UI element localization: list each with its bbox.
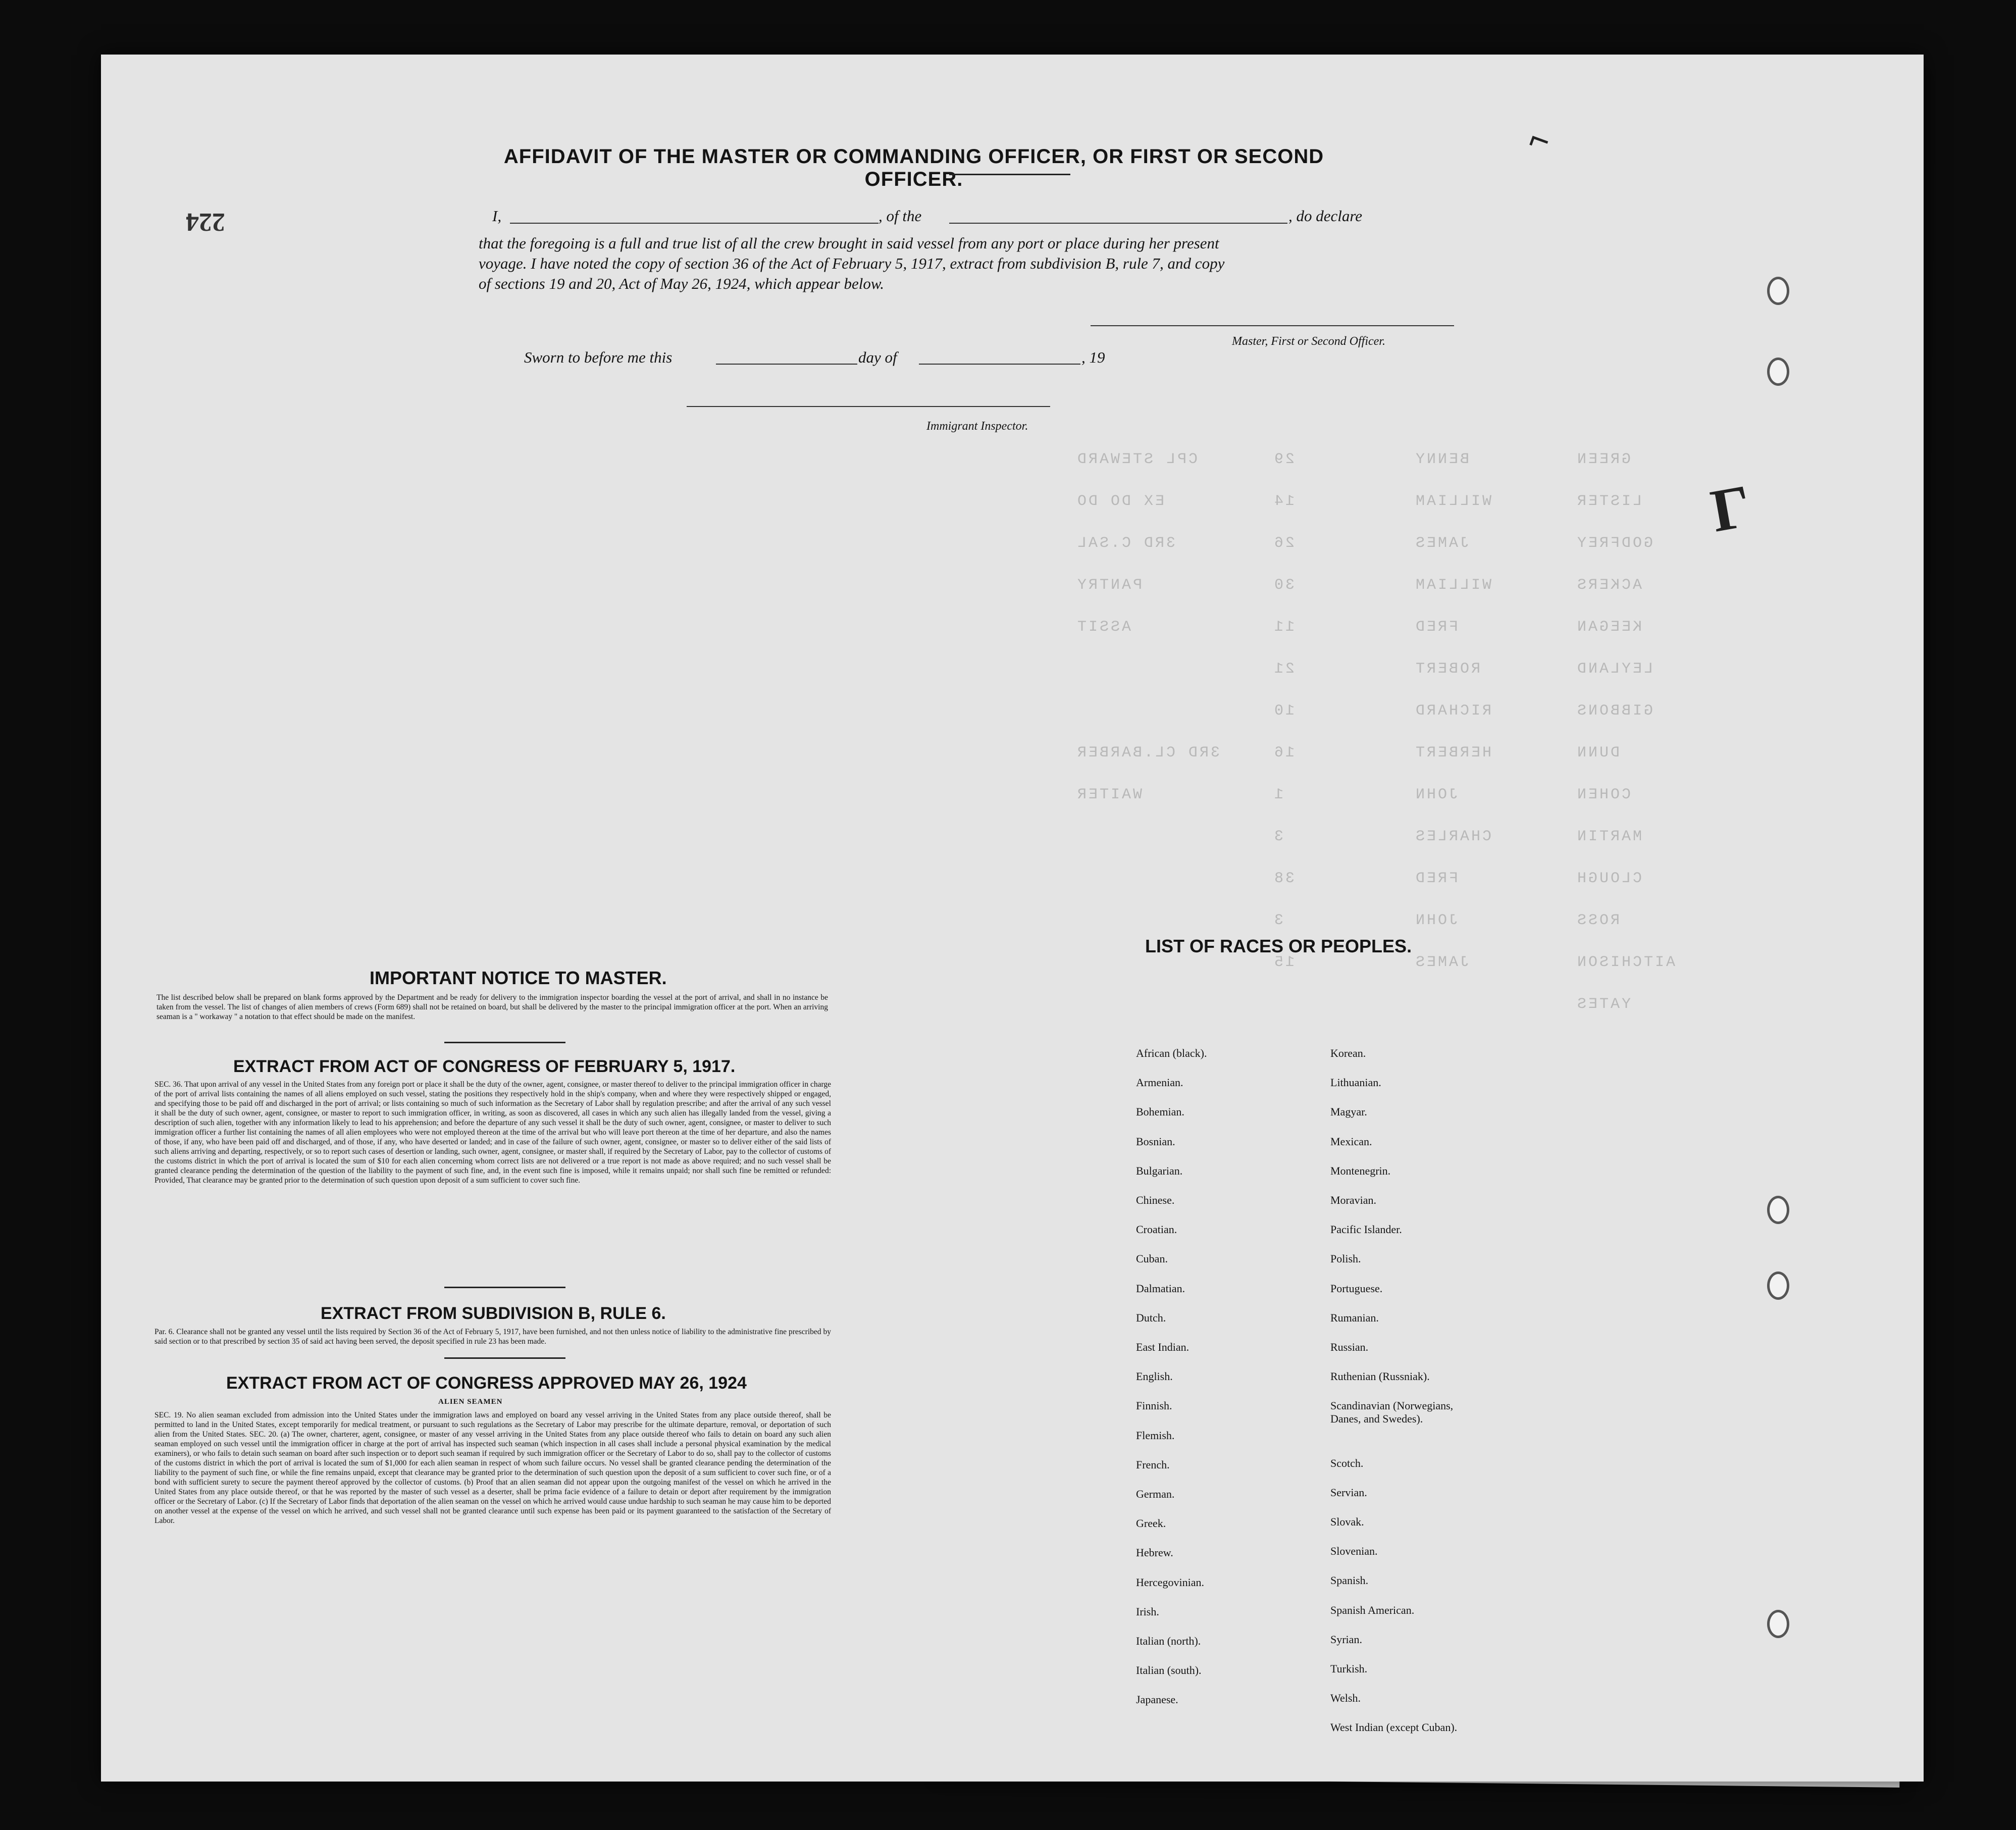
race-item-right: Ruthenian (Russniak). <box>1330 1370 1430 1383</box>
punch-hole <box>48 1207 66 1231</box>
race-item-right: West Indian (except Cuban). <box>1330 1721 1458 1734</box>
bleed-cell-first: WILLIAM <box>1414 493 1492 510</box>
bleed-cell-name: GODFREY <box>1575 535 1653 552</box>
bleed-cell-status: 3RD C.SAL <box>1075 535 1176 552</box>
sworn-before-label: Sworn to before me this <box>524 348 673 366</box>
affidavit-i-label: I, <box>492 207 502 225</box>
affidavit-of-the-label: , of the <box>878 207 922 225</box>
name-field-line[interactable] <box>510 223 878 224</box>
affidavit-title: AFFIDAVIT OF THE MASTER OR COMMANDING OFFICER, OR FIRST OR SECOND OFFICER. <box>503 145 1324 190</box>
master-signature-label: Master, First or Second Officer. <box>1232 335 1385 348</box>
race-item-right: Turkish. <box>1330 1662 1368 1675</box>
bleed-row <box>101 660 1924 686</box>
bleed-row <box>101 912 1924 937</box>
binder-ring-hole <box>1767 1196 1789 1224</box>
race-item-left: Flemish. <box>1136 1429 1175 1442</box>
extract-1924-body: SEC. 19. No alien seaman excluded from admission into the United States under the immigration laws and employed on board any vessel arriving in the United States from any place outside thereof, shall be permitted to land in the United States, except temporarily for medical treatment, or pursuant to such regulations as the Secretary of Labor may prescribe for the ultimate departure, removal, or deportation of such alien from the United States. SEC. 20. (a) The owner, charterer, agent, consignee, or master of any vessel arriving in the United States from any place outside thereof who fails to detain on board any such alien seaman employed on such vessel until the immigration officer in charge at the port of arrival has inspected such seaman (which inspection in all cases shall include a personal physical examination by the medical examiners), or who fails to detain such seaman on board after such inspection or to deport such seaman if required by such immigration officer or the Secretary of Labor to do so, shall pay to the collector of customs of the customs district in which the port of arrival is located the sum of $1,000 for each alien seaman in respect of whom such failure occurs. No vessel shall be granted clearance pending the determination of the liability to the payment of such fine, or while the fine remains unpaid, except that clearance may be granted prior to the determination of such question upon the deposit of a sum sufficient to cover such fine, or of a bond with sufficient surety to secure the payment thereof approved by the collector of customs. (b) Proof that an alien seaman did not appear upon the outgoing manifest of the vessel on which he arrived in the United States from any place outside thereof, or that he was reported by the master of such vessel as a deserter, shall be prima facie evidence of a failure to detain or deport after requirement by the immigration officer or the Secretary of Labor. (c) If the Secretary of Labor finds that deportation of the alien seaman on the vessel on which he arrived would cause undue hardship to such seaman he may cause him to be deported on another vessel at the expense of the vessel on which he arrived, and such vessel shall not be granted clearance until such expense has been paid or its payment guaranteed to the satisfaction of the Secretary of Labor. <box>154 1411 831 1525</box>
bleed-cell-age: 16 <box>1272 744 1295 761</box>
sworn-month-line[interactable] <box>919 364 1080 365</box>
race-item-right: Slovenian. <box>1330 1545 1378 1558</box>
race-item-left: Dutch. <box>1136 1311 1166 1324</box>
race-item-left: Dalmatian. <box>1136 1282 1185 1295</box>
race-item-left: Bohemian. <box>1136 1105 1184 1119</box>
race-item-left: Finnish. <box>1136 1399 1172 1412</box>
punch-hole <box>48 228 66 252</box>
extract-1924-title: EXTRACT FROM ACT OF CONGRESS APPROVED MAY 26, 1924 <box>226 1374 747 1393</box>
extract-rule6-body: Par. 6. Clearance shall not be granted any vessel until the lists required by Section 36 of the Act of February 5, 1917, have been furnished, and not then unless notice of liability to the administrative fine prescribed by said section or to that prescribed by section 35 of said act having been served, the deposit specified in rule 23 has been made. <box>154 1328 831 1346</box>
bleed-cell-age: 15 <box>1272 954 1295 971</box>
race-item-right: Mexican. <box>1330 1135 1372 1148</box>
bleed-cell-age: 26 <box>1272 535 1295 552</box>
extract-1924-subtitle: ALIEN SEAMEN <box>438 1398 503 1406</box>
race-item-left: Bulgarian. <box>1136 1164 1183 1177</box>
race-item-right: Scotch. <box>1330 1456 1364 1469</box>
race-item-left: Greek. <box>1136 1517 1166 1530</box>
punch-hole <box>48 566 66 590</box>
bleed-row <box>101 744 1924 770</box>
bleed-cell-name: LEYLAND <box>1575 660 1653 678</box>
sworn-day-line[interactable] <box>716 364 857 365</box>
bleed-cell-age: 21 <box>1272 660 1295 678</box>
bleed-cell-status: PANTRY <box>1075 577 1143 594</box>
extract-1917-title: EXTRACT FROM ACT OF CONGRESS OF FEBRUARY 5, 1917. <box>233 1057 736 1076</box>
bleed-cell-age: 29 <box>1272 451 1295 468</box>
bleed-cell-name: LISTER <box>1575 493 1642 510</box>
bleed-cell-status: WAITER <box>1075 786 1143 803</box>
bleed-cell-status: 3RD CL.BARBER <box>1075 744 1220 761</box>
bleed-cell-first: FRED <box>1414 870 1459 887</box>
race-item-right: Montenegrin. <box>1330 1164 1391 1177</box>
race-item-right: Russian. <box>1330 1341 1369 1353</box>
bleed-cell-first: CHARLES <box>1414 828 1492 845</box>
notice-title: IMPORTANT NOTICE TO MASTER. <box>370 968 667 988</box>
bleed-row <box>101 828 1924 853</box>
bleed-cell-age: 3 <box>1272 912 1284 929</box>
race-item-left: Hebrew. <box>1136 1546 1173 1559</box>
bleed-row <box>101 870 1924 895</box>
inspector-signature-line[interactable] <box>687 406 1050 407</box>
binder-ring-hole <box>1767 277 1789 305</box>
race-item-right: Rumanian. <box>1330 1311 1379 1324</box>
race-item-left: Cuban. <box>1136 1252 1168 1265</box>
extract-1917-body: SEC. 36. That upon arrival of any vessel in the United States from any foreign port or place it shall be the duty of the owner, agent, consignee, or master thereof to deliver to the principal immigration officer in charge of the port of arrival lists containing the names of all aliens employed on such vessel, stating the positions they respectively hold in the ship's company, when and where they were respectively shipped or engaged, and specifying those to be paid off and discharged in the port of arrival; or lists containing so much of such information as the Secretary of Labor shall by regulation prescribe; and after the arrival of any such vessel it shall be the duty of such owner, agent, consignee, or master to report to such immigration officer, in writing, as soon as discovered, all cases in which any such alien has illegally landed from the vessel, giving a description of such alien, together with any information likely to lead to his apprehension; and before the departure of any such vessel it shall be the duty of such owner, agent, consignee, or master to deliver to such immigration officer a further list containing the names of all alien employees who were not employed thereon at the time of the arrival but who will leave port thereon at the time of her departure, and also the names of those, if any, who have been paid off and discharged, and of those, if any, who have deserted or landed; and in case of the failure of such owner, agent, consignee, or master so to deliver either of the said lists of such aliens arriving and departing, respectively, or so to report such cases of desertion or landing, such owner, agent, consignee, or master shall, if required by the Secretary of Labor, pay to the collector of customs of the customs district in which the port of arrival is located the sum of $10 for each alien concerning whom correct lists are not delivered or a true report is not made as above required; and no such vessel shall be granted clearance pending the determination of the question of the liability to the payment of such fine, and, in the event such fine is imposed, while it remains unpaid; nor shall such fine be remitted or refunded: Provided, That clearance may be granted prior to the determination of such question upon deposit of a sum sufficient to cover such fine. <box>154 1080 831 1185</box>
races-title: LIST OF RACES OR PEOPLES. <box>1145 936 1412 956</box>
bleed-cell-age: 30 <box>1272 577 1295 594</box>
race-item-left: Italian (south). <box>1136 1664 1202 1677</box>
bleed-cell-name: MARTIN <box>1575 828 1642 845</box>
extract-rule6-title: EXTRACT FROM SUBDIVISION B, RULE 6. <box>321 1304 666 1323</box>
bleed-cell-age: 3 <box>1272 828 1284 845</box>
race-item-left: African (black). <box>1136 1047 1207 1059</box>
race-item-left: French. <box>1136 1458 1170 1471</box>
bleed-cell-status: EX DO DO <box>1075 493 1165 510</box>
handwritten-mark: ⌐ <box>1524 118 1557 162</box>
bleed-row <box>101 619 1924 644</box>
bleed-cell-first: FRED <box>1414 619 1459 636</box>
bleed-cell-first: JAMES <box>1414 535 1470 552</box>
race-item-left: Armenian. <box>1136 1076 1183 1089</box>
race-item-right: Magyar. <box>1330 1105 1367 1119</box>
section-divider <box>444 1042 565 1043</box>
bleed-row <box>101 493 1924 518</box>
bleed-cell-name: CLOUGH <box>1575 870 1642 887</box>
section-divider <box>444 1357 565 1359</box>
bleed-cell-first: RICHARD <box>1414 702 1492 720</box>
affidavit-declare-label: , do declare <box>1288 207 1363 225</box>
bleed-cell-age: 14 <box>1272 493 1295 510</box>
race-item-left: Hercegovinian. <box>1136 1575 1204 1589</box>
bleed-cell-name: AITCHISON <box>1575 954 1676 971</box>
race-item-left: Croatian. <box>1136 1223 1177 1236</box>
race-item-right: Spanish American. <box>1330 1603 1415 1616</box>
race-item-right: Polish. <box>1330 1252 1361 1265</box>
bleed-cell-age: 10 <box>1272 702 1295 720</box>
bleed-cell-first: JAMES <box>1414 954 1470 971</box>
handwritten-bracket: Γ <box>1705 472 1756 545</box>
bleed-cell-name: ROSS <box>1575 912 1620 929</box>
bleed-cell-status: CPL STEWARD <box>1075 451 1198 468</box>
race-item-left: East Indian. <box>1136 1341 1190 1353</box>
race-item-left: Chinese. <box>1136 1194 1175 1206</box>
bleed-cell-name: GREEN <box>1575 451 1631 468</box>
handwritten-page-number: 224 <box>186 208 225 236</box>
bleed-cell-first: WILLIAM <box>1414 577 1492 594</box>
race-item-right: Portuguese. <box>1330 1282 1383 1295</box>
race-item-left: Irish. <box>1136 1605 1159 1618</box>
race-item-right: Servian. <box>1330 1486 1367 1499</box>
bleed-cell-first: HERBERT <box>1414 744 1492 761</box>
bleed-cell-name: DUNN <box>1575 744 1620 761</box>
race-item-right: Spanish. <box>1330 1574 1369 1587</box>
affidavit-body-line-1: that the foregoing is a full and true list of all the crew brought in said vessel from any port or place during her present <box>479 234 1219 252</box>
race-item-right: Scandinavian (Norwegians, <box>1330 1399 1454 1412</box>
punch-hole <box>48 1581 66 1605</box>
race-item-right: Welsh. <box>1330 1692 1361 1705</box>
bleed-cell-name: YATES <box>1575 996 1631 1013</box>
bleed-cell-name: GIBBONS <box>1575 702 1653 720</box>
vessel-field-line[interactable] <box>949 223 1287 224</box>
sworn-day-label: day of <box>858 348 897 366</box>
bleed-row <box>101 577 1924 602</box>
bleed-cell-name: KEEGAN <box>1575 619 1642 636</box>
title-underline <box>949 174 1070 175</box>
bleed-cell-name: COHEN <box>1575 786 1631 803</box>
race-item-left: Japanese. <box>1136 1693 1178 1706</box>
bleed-cell-first: ROBERT <box>1414 660 1481 678</box>
race-item-right: Pacific Islander. <box>1330 1223 1402 1236</box>
section-divider <box>444 1287 565 1288</box>
bleed-cell-first: JOHN <box>1414 912 1459 929</box>
inspector-label: Immigrant Inspector. <box>926 420 1028 433</box>
race-item-left: Bosnian. <box>1136 1135 1175 1148</box>
punch-hole <box>48 641 66 666</box>
notice-body: The list described below shall be prepared on blank forms approved by the Department and be ready for delivery to the immigration inspector boarding the vessel at the port of arrival, and shall in no instance be taken from the vessel. The list of changes of alien members of crews (Form 689) shall not be retained on board, but shall be delivered by the master to the principal immigration officer at the port. When an arriving seaman is a " workaway " a notation to that effect should be made on the manifest. <box>157 993 828 1021</box>
bleed-cell-age: 1 <box>1272 786 1284 803</box>
race-item-right: Syrian. <box>1330 1633 1362 1646</box>
race-item-right: Korean. <box>1330 1047 1366 1059</box>
binder-ring-hole <box>1767 358 1789 386</box>
race-item-right: Slovak. <box>1330 1515 1364 1528</box>
punch-hole <box>48 318 66 342</box>
bleed-row <box>101 535 1924 560</box>
bleed-cell-age: 11 <box>1272 619 1295 636</box>
punch-hole <box>48 1661 66 1686</box>
race-item-left: English. <box>1136 1370 1173 1383</box>
bleed-cell-name: ACKERS <box>1575 577 1642 594</box>
bleed-row <box>101 786 1924 811</box>
punch-hole <box>48 1283 66 1307</box>
affidavit-body-line-3: of sections 19 and 20, Act of May 26, 1924, which appear below. <box>479 275 885 292</box>
bleed-cell-first: BENNY <box>1414 451 1470 468</box>
binder-ring-hole <box>1767 1272 1789 1300</box>
race-item-right: Danes, and Swedes). <box>1330 1412 1423 1426</box>
binder-ring-hole <box>1767 1610 1789 1638</box>
bleed-cell-status: ASSIT <box>1075 619 1131 636</box>
race-item-left: Italian (north). <box>1136 1635 1201 1647</box>
bleed-row <box>101 702 1924 728</box>
document-page <box>101 55 1924 1782</box>
bleed-cell-first: JOHN <box>1414 786 1459 803</box>
punch-hole <box>48 949 66 974</box>
race-item-right: Lithuanian. <box>1330 1076 1381 1089</box>
bleed-row <box>101 451 1924 476</box>
master-signature-line[interactable] <box>1091 325 1454 326</box>
sworn-year-label: , 19 <box>1081 348 1105 366</box>
punch-hole <box>48 1025 66 1049</box>
bleed-cell-age: 38 <box>1272 870 1295 887</box>
affidavit-body-line-2: voyage. I have noted the copy of section 36 of the Act of February 5, 1917, extract from subdivision B, rule 7, and copy <box>479 255 1225 272</box>
race-item-right: Moravian. <box>1330 1194 1377 1206</box>
race-item-left: German. <box>1136 1488 1175 1500</box>
